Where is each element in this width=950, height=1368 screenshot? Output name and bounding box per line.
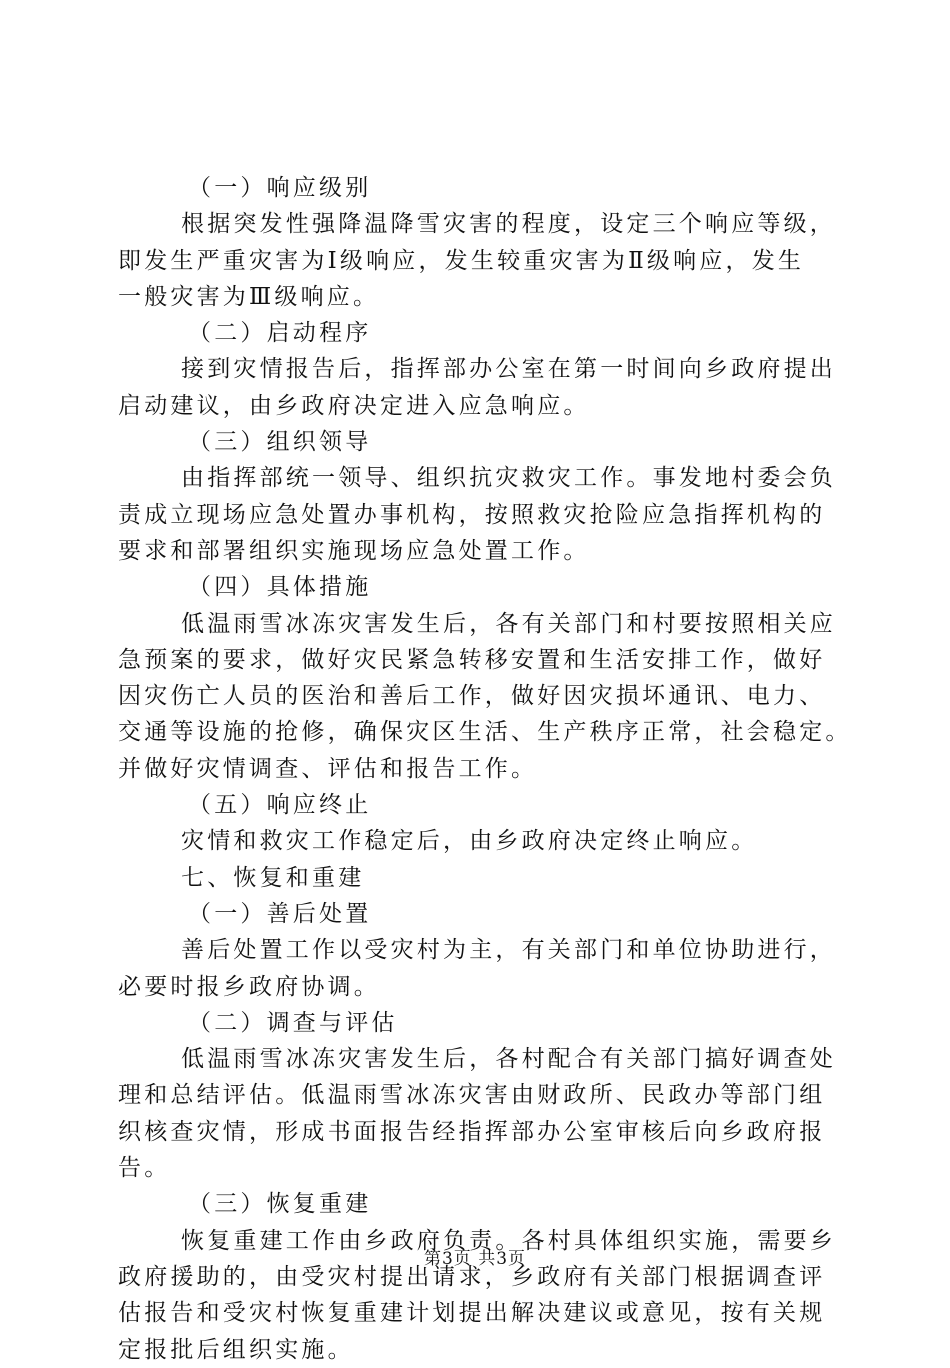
paragraph-line: 启动建议，由乡政府决定进入应急响应。	[118, 392, 590, 419]
paragraph-line: 灾情和救灾工作稳定后，由乡政府决定终止响应。	[181, 828, 758, 855]
paragraph-line: 告。	[118, 1155, 171, 1182]
section-heading: （一）响应级别	[188, 175, 372, 201]
paragraph-line: 交通等设施的抢修，确保灾区生活、生产秩序正常，社会稳定。	[118, 719, 852, 746]
section-heading: （四）具体措施	[188, 574, 372, 601]
paragraph-line: 并做好灾情调查、评估和报告工作。	[118, 755, 538, 782]
section-heading: （三）组织领导	[188, 429, 372, 456]
paragraph-line: 急预案的要求，做好灾民紧急转移安置和生活安排工作，做好	[118, 646, 826, 673]
paragraph-line: 低温雨雪冰冻灾害发生后，各有关部门和村要按照相关应	[181, 610, 836, 637]
paragraph-line: 根据突发性强降温降雪灾害的程度，设定三个响应等级，	[181, 211, 836, 238]
paragraph-line: 七、恢复和重建	[181, 864, 365, 891]
paragraph-line: 政府援助的，由受灾村提出请求，乡政府有关部门根据调查评	[118, 1263, 826, 1290]
section-heading: （二）启动程序	[188, 320, 372, 347]
paragraph-line: 恢复重建工作由乡政府负责。各村具体组织实施，需要乡	[181, 1227, 836, 1254]
paragraph-line: 定报批后组织实施。	[118, 1336, 354, 1363]
paragraph-line: 低温雨雪冰冻灾害发生后，各村配合有关部门搞好调查处	[181, 1046, 836, 1073]
section-heading: （二）调查与评估	[188, 1009, 398, 1036]
paragraph-line: 善后处置工作以受灾村为主，有关部门和单位协助进行，	[181, 937, 836, 964]
section-heading: （五）响应终止	[188, 792, 372, 819]
paragraph-line: 因灾伤亡人员的医治和善后工作，做好因灾损坏通讯、电力、	[118, 683, 826, 710]
document-body	[118, 170, 852, 1368]
page-footer: 第3页 共3页	[423, 1249, 527, 1269]
paragraph-line: 由指挥部统一领导、组织抗灾救灾工作。事发地村委会负	[181, 465, 836, 492]
paragraph-line: 织核查灾情，形成书面报告经指挥部办公室审核后向乡政府报	[118, 1118, 826, 1145]
paragraph-line: 理和总结评估。低温雨雪冰冻灾害由财政所、民政办等部门组	[118, 1082, 826, 1109]
paragraph-line: 即发生严重灾害为Ⅰ级响应，发生较重灾害为Ⅱ级响应，发生	[118, 247, 805, 274]
paragraph-line: 必要时报乡政府协调。	[118, 973, 380, 1000]
paragraph-line: 责成立现场应急处置办事机构，按照救灾抢险应急指挥机构的	[118, 501, 826, 528]
paragraph-line: 一般灾害为Ⅲ级响应。	[118, 283, 380, 310]
paragraph-line: 要求和部署组织实施现场应急处置工作。	[118, 537, 590, 564]
section-heading: （一）善后处置	[188, 900, 372, 927]
section-heading: （三）恢复重建	[188, 1191, 372, 1218]
paragraph-line: 估报告和受灾村恢复重建计划提出解决建议或意见，按有关规	[118, 1300, 826, 1327]
paragraph-line: 接到灾情报告后，指挥部办公室在第一时间向乡政府提出	[181, 356, 836, 383]
